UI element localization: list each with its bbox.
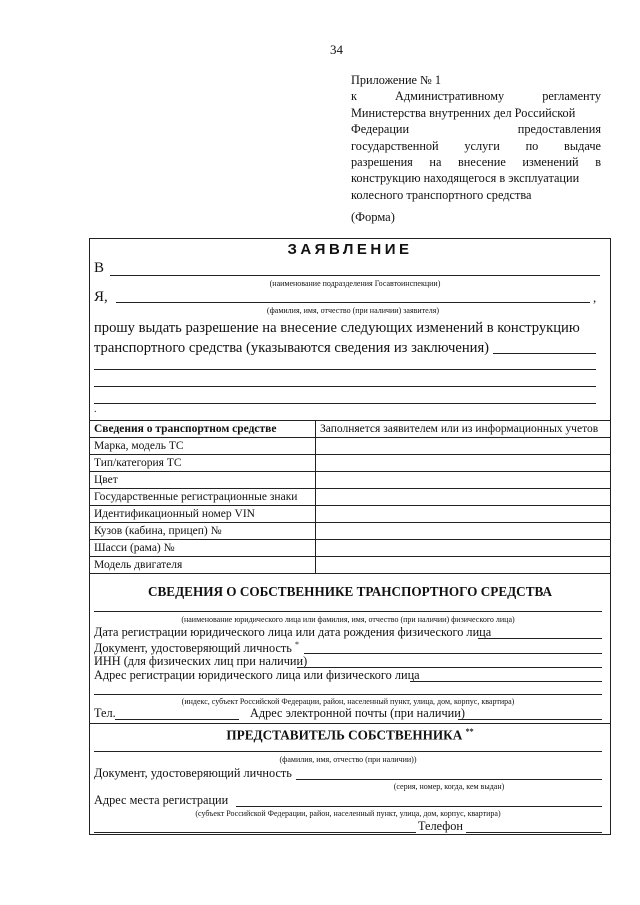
comma: , — [593, 290, 597, 305]
owner-phone-label: Тел. — [94, 706, 116, 720]
representative-address-label: Адрес места регистрации — [94, 793, 229, 807]
dot-mark: . — [94, 404, 97, 415]
owner-inn-label: ИНН (для физических лиц при наличии) — [94, 654, 308, 668]
owner-id-doc-text: Документ, удостоверяющий личность — [94, 641, 292, 656]
row-label: Шасси (рама) № — [90, 540, 316, 557]
row-value-cell[interactable] — [316, 472, 611, 489]
annex-line: государственной услуги по выдаче — [351, 138, 601, 153]
owner-id-doc-mark: * — [295, 640, 299, 649]
owner-reg-date-label: Дата регистрации юридического лица или дата рождения физического лица — [94, 625, 492, 639]
table-row — [90, 506, 611, 523]
owner-name-field[interactable] — [94, 611, 602, 612]
owner-email-field[interactable] — [458, 719, 602, 720]
row-value-cell[interactable] — [316, 557, 611, 574]
applicant-hint: (фамилия, имя, отчество (при наличии) заявителя) — [266, 306, 440, 315]
owner-phone-field[interactable] — [115, 719, 239, 720]
request-blank-line[interactable] — [94, 403, 596, 404]
row-value-cell[interactable] — [316, 506, 611, 523]
representative-address-field-2[interactable] — [94, 832, 416, 833]
request-line-1: прошу выдать разрешение на внесение следующих изменений в конструкцию — [94, 320, 580, 336]
owner-address-field[interactable] — [410, 681, 602, 682]
representative-title-text: ПРЕДСТАВИТЕЛЬ СОБСТВЕННИКА — [226, 727, 463, 743]
representative-name-field[interactable] — [94, 751, 602, 752]
form-title: ЗАЯВЛЕНИЕ — [287, 241, 413, 258]
representative-id-doc-hint: (серия, номер, когда, кем выдан) — [393, 782, 505, 791]
row-label: Государственные регистрационные знаки — [90, 489, 316, 506]
table-row — [90, 523, 611, 540]
annex-line: к Административному регламенту — [351, 89, 601, 104]
owner-name-hint: (наименование юридического лица или фамилия, имя, отчество (при наличии) физического лица) — [181, 615, 515, 624]
owner-section-title: СВЕДЕНИЯ О СОБСТВЕННИКЕ ТРАНСПОРТНОГО СРЕДСТВА — [147, 584, 552, 599]
annex-line: конструкцию находящегося в эксплуатации — [351, 171, 580, 186]
annex-line: Министерства внутренних дел Российской — [351, 105, 576, 120]
row-label: Идентификационный номер VIN — [90, 506, 316, 523]
representative-id-doc-label: Документ, удостоверяющий личность — [94, 766, 292, 780]
form-label: (Форма) — [351, 210, 395, 224]
annex-line: колесного транспортного средства — [351, 187, 532, 202]
row-value-cell[interactable] — [316, 523, 611, 540]
row-value-cell[interactable] — [316, 540, 611, 557]
representative-address-field[interactable] — [236, 806, 602, 807]
row-label: Тип/категория ТС — [90, 455, 316, 472]
table-header-row — [90, 421, 611, 438]
table-row — [90, 472, 611, 489]
request-field[interactable] — [493, 353, 596, 354]
owner-address-hint: (индекс, субъект Российской Федерации, район, населенный пункт, улица, дом, корпус, квартира) — [181, 697, 515, 706]
representative-section-title — [89, 727, 611, 743]
row-value-cell[interactable] — [316, 455, 611, 472]
owner-address-field-2[interactable] — [94, 694, 602, 695]
table-row — [90, 557, 611, 574]
row-value-cell[interactable] — [316, 489, 611, 506]
table-row — [90, 489, 611, 506]
request-blank-line[interactable] — [94, 369, 596, 370]
page-number: 34 — [330, 42, 343, 57]
representative-phone-label: Телефон — [418, 819, 463, 833]
section-divider — [89, 723, 611, 724]
owner-email-label: Адрес электронной почты (при наличии) — [250, 706, 465, 720]
annex-header — [351, 72, 601, 203]
representative-address-hint: (субъект Российской Федерации, район, населенный пункт, улица, дом, корпус, квартира) — [195, 809, 501, 818]
row-label: Цвет — [90, 472, 316, 489]
to-hint: (наименование подразделения Госавтоинспекции) — [269, 279, 441, 288]
vehicle-table — [89, 420, 611, 574]
table-row — [90, 438, 611, 455]
request-line-2: транспортного средства (указываются сведения из заключения) — [94, 340, 490, 356]
representative-title-mark: ** — [465, 727, 474, 736]
owner-id-doc-field[interactable] — [304, 653, 602, 654]
row-label: Модель двигателя — [90, 557, 316, 574]
to-field[interactable] — [110, 275, 600, 276]
annex-line: Приложение № 1 — [351, 73, 442, 87]
to-prefix: В — [94, 260, 105, 276]
representative-id-doc-field[interactable] — [296, 779, 602, 780]
annex-line: разрешения на внесение изменений в — [351, 155, 601, 170]
i-prefix: Я, — [94, 289, 108, 305]
row-label: Кузов (кабина, прицеп) № — [90, 523, 316, 540]
col-header-vehicle: Сведения о транспортном средстве — [90, 421, 316, 438]
table-row — [90, 455, 611, 472]
row-label: Марка, модель ТС — [90, 438, 316, 455]
row-value-cell[interactable] — [316, 438, 611, 455]
table-row — [90, 540, 611, 557]
owner-reg-date-field[interactable] — [478, 638, 602, 639]
owner-address-label: Адрес регистрации юридического лица или физического лица — [94, 668, 420, 682]
representative-phone-field[interactable] — [466, 832, 602, 833]
representative-name-hint: (фамилия, имя, отчество (при наличии)) — [279, 755, 417, 764]
col-header-source: Заполняется заявителем или из информационных учетов — [316, 421, 611, 438]
applicant-field[interactable] — [116, 302, 590, 303]
annex-line: Федерации предоставления — [351, 122, 601, 137]
request-blank-line[interactable] — [94, 386, 596, 387]
